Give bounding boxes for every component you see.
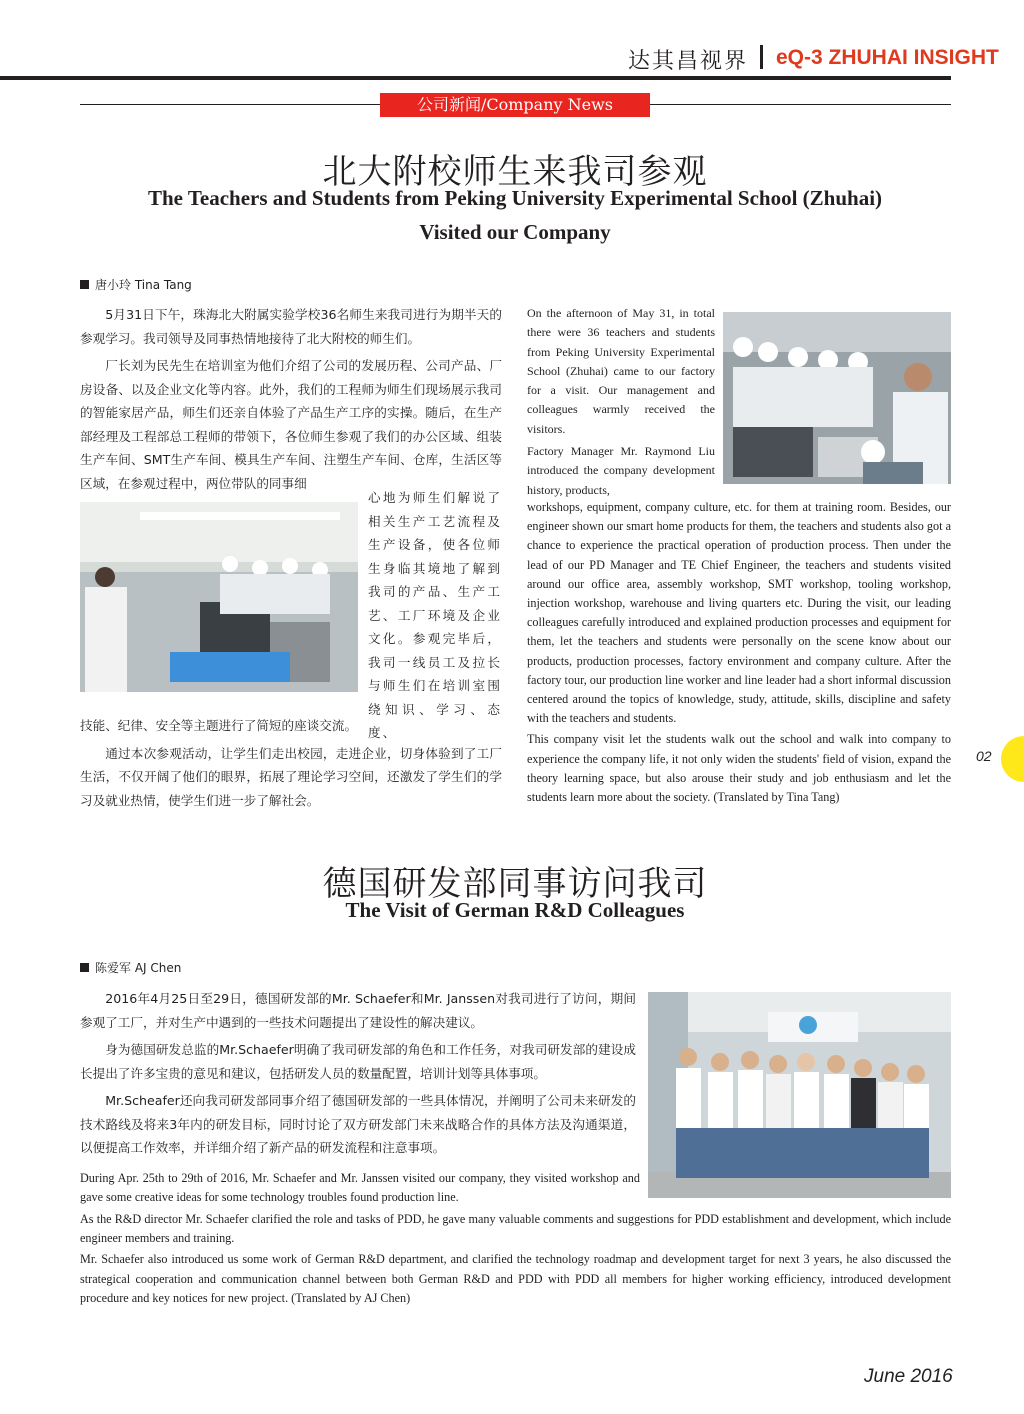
magazine-title-en: eQ-3 ZHUHAI INSIGHT (776, 46, 999, 69)
article2-en-bottom (80, 1210, 951, 1308)
article2-zh-paragraph-2: 身为德国研发总监的Mr.Schaefer明确了我司研发部的角色和工作任务，对我司研发部的建设成长提出了许多宝贵的意见和建议，包括研发人员的数量配置，培训计划等具体事项。 (80, 1042, 636, 1081)
article1-zh-wrap (368, 486, 502, 745)
article1-title-zh: 北大附校师生来我司参观 (322, 152, 708, 192)
article2-zh-paragraph-3: Mr.Scheafer还向我司研发部同事介绍了德国研发部的一些具体情况，并阐明了公司未来研发的技术路线及将来3年内的研发目标，同时讨论了双方研发部门未来战略合作的具体方法及沟通渠道，以便提高工作效率，并详细介绍了新产品的研发流程和注意事项。 (80, 1093, 636, 1155)
article1-photo-factory-tour (80, 502, 358, 692)
article1-photo-demonstration (723, 312, 951, 484)
article1-en-top (527, 304, 715, 500)
article1-en-paragraph-2-rest: workshops, equipment, company culture, etc. for them at training room. Besides, our engineer shown our smart home products for them, the teachers and students also got a chance to experience the practical operation of production process. Then under the lead of our PD Manager and TE Chief Engineer, the teachers and students visited around our office area, assembly workshop, SMT workshop, tooling workshop, injection workshop, warehouse and living quarters etc. During the visit, our leading colleagues carefully introduced and explained production processes and equipment for them, let the teachers and students were personally on the scene know about our products, production processes, factory environment and company culture. After the factory tour, our production line worker and line leader had a short informal discussion centered around the topics of knowledge, study, attitude, skills, discipline and safety with the teachers and students. (527, 500, 951, 726)
article1-en-paragraph-2-top: Factory Manager Mr. Raymond Liu introduced the company development history, products, (527, 444, 715, 497)
article2-byline (80, 959, 181, 976)
article1-zh-paragraph-1: 5月31日下午，珠海北大附属实验学校36名师生来我司进行为期半天的参观学习。我司领导及同事热情地接待了北大附校的师生们。 (80, 307, 502, 346)
article1-en-paragraph-1: On the afternoon of May 31, in total there were 36 teachers and students from Peking University Experimental School (Zhuhai) came to our factory for a visit. Our management and colleagues warmly received the visitors. (527, 306, 715, 436)
article2-en-paragraph-1: During Apr. 25th to 29th of 2016, Mr. Schaefer and Mr. Janssen visited our company, they visited workshop and gave some creative ideas for some technology troubles found production line. (80, 1171, 640, 1205)
article1-zh-paragraph-2-top: 厂长刘为民先生在培训室为他们介绍了公司的发展历程、公司产品、厂房设备、以及企业文化等内容。此外，我们的工程师为师生们现场展示我司的智能家居产品，师生们还亲自体验了产品生产工序的实操。随后，在生产部经理及工程部总工程师的带领下，各位师生参观了我们的办公区域、组装生产车间、SMT生产车间、模具生产车间、注塑生产车间、仓库，生活区等区域，在参观过程中，两位带队的同事细 (80, 358, 502, 491)
article2-title-zh: 德国研发部同事访问我司 (322, 864, 708, 904)
article1-en-bottom (527, 498, 951, 807)
article1-zh-paragraph-3: 通过本次参观活动，让学生们走出校园，走进企业，切身体验到了工厂生活，不仅开阔了他们的眼界，拓展了理论学习空间，还激发了学生们的学习及就业热情，使学生们进一步了解社会。 (80, 745, 502, 808)
article1-en-paragraph-3: This company visit let the students walk out the school and walk into company to experience the company life, it not only widen the students' field of vision, expand the theory learning space, but also arouse their study and job enthusiasm and let the students learn more about the society. (Translated by Tina Tang) (527, 732, 951, 805)
article2-en-top (80, 1169, 640, 1207)
article1-zh-bottom (80, 714, 502, 812)
section-label: 公司新闻/Company News (380, 93, 650, 117)
article1-byline (80, 276, 192, 293)
article2-zh-paragraph-1: 2016年4月25日至29日，德国研发部的Mr. Schaefer和Mr. Janssen对我司进行了访问，期间参观了工厂，并对生产中遇到的一些技术问题提出了建设性的解决建议。 (80, 991, 636, 1030)
header-divider (760, 45, 763, 69)
header-rule (0, 76, 951, 80)
article1-zh-top (80, 303, 502, 495)
article2-zh-column (80, 987, 636, 1160)
byline-square-icon (80, 280, 89, 289)
article1-title-en-line1: The Teachers and Students from Peking University Experimental School (Zhuhai) (147, 186, 883, 210)
article2-en-paragraph-2: As the R&D director Mr. Schaefer clarified the role and tasks of PDD, he gave many valuable comments and suggestions for PDD establishment and development, which include engineer members and training. (80, 1212, 951, 1246)
issue-date: June 2016 (864, 1366, 953, 1387)
article1-zh-paragraph-2-wrap: 心地为师生们解说了相关生产工艺流程及生产设备，使各位师生身临其境地了解到我司的产品、生产工艺、工厂环境及企业文化。参观完毕后，我司一线员工及拉长与师生们在培训室围绕知识、学习、态度、 (368, 490, 502, 740)
page-number: 02 (976, 748, 992, 764)
article1-title-en-line2: Visited our Company (419, 220, 611, 244)
magazine-title-zh: 达其昌视界 (627, 49, 748, 74)
article1-byline-text: 唐小玲 Tina Tang (95, 278, 192, 292)
page-tab-marker (1001, 736, 1024, 782)
article2-byline-text: 陈爱军 AJ Chen (95, 961, 182, 975)
article1-zh-paragraph-2-end: 技能、纪律、安全等主题进行了简短的座谈交流。 (80, 718, 358, 733)
byline-square-icon (80, 963, 89, 972)
article2-en-paragraph-3: Mr. Schaefer also introduced us some work of German R&D department, and clarified the technology roadmap and development target for next 3 years, he also discussed the strategical cooperation and communication channel between both German R&D and PDD with PDD all members for higher working efficiency, introduced development procedure and key notices for new project. (Translated by AJ Chen) (80, 1252, 951, 1305)
article2-photo-group (648, 992, 951, 1198)
article2-title-en: The Visit of German R&D Colleagues (345, 898, 685, 922)
